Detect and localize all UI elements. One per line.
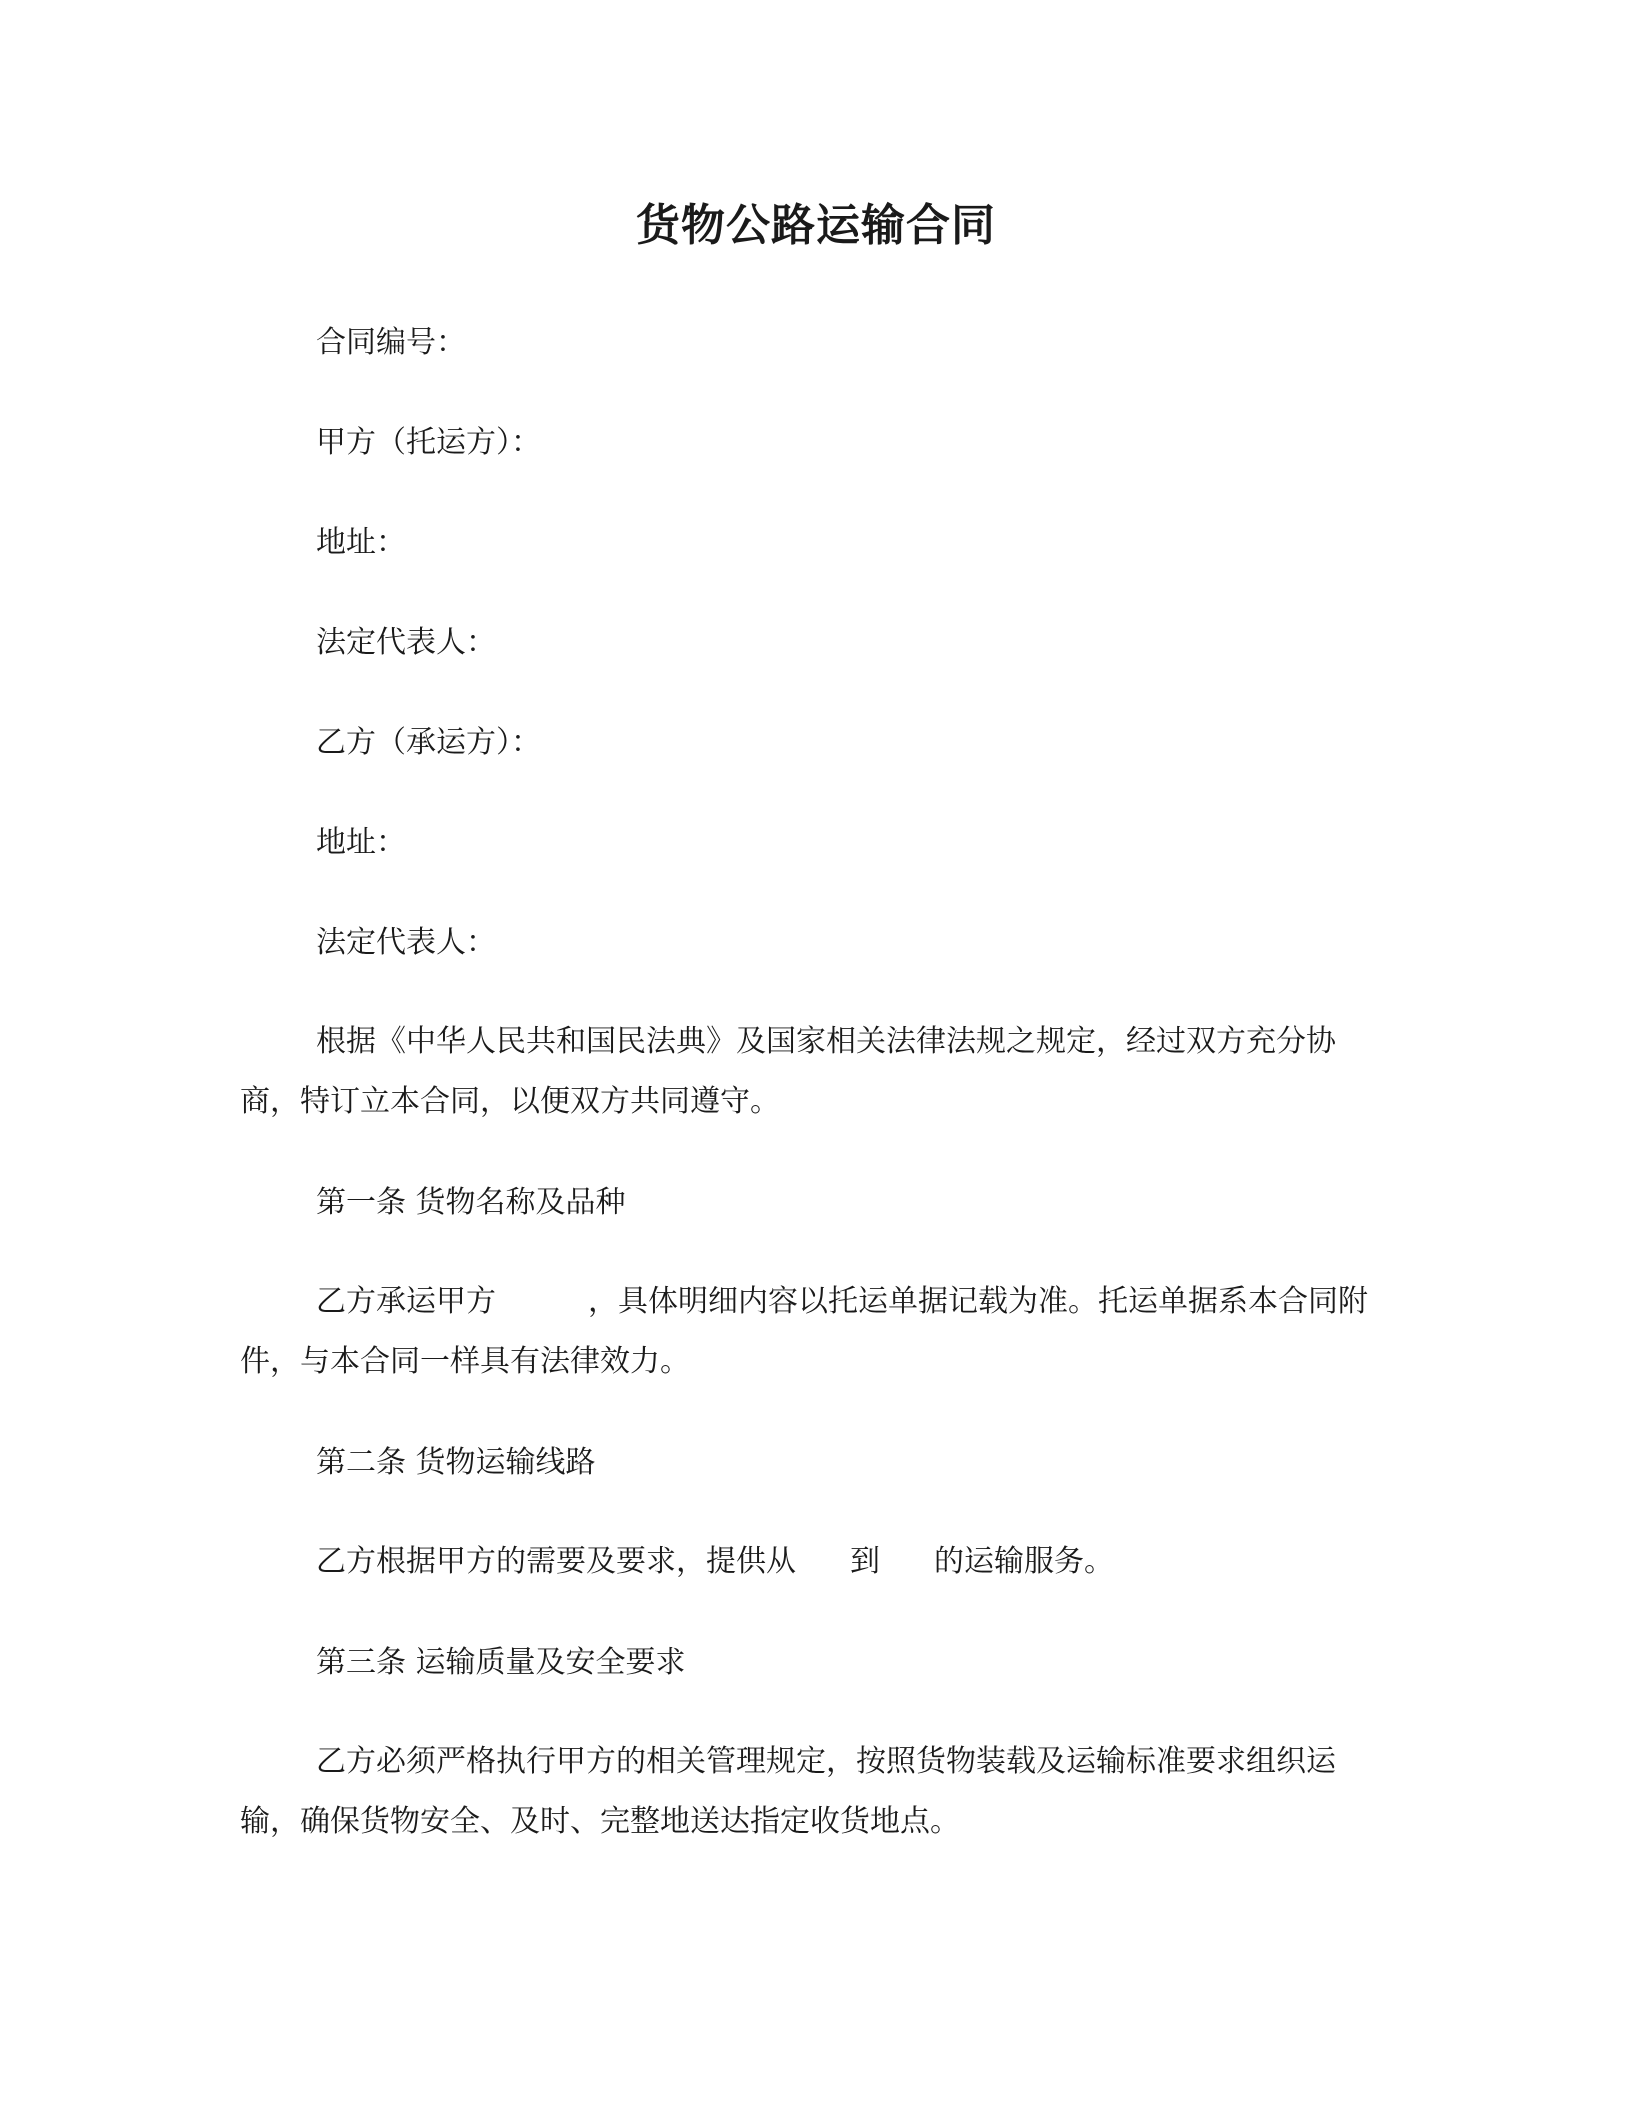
party-a-representative-label: 法定代表人： [316,625,496,660]
article-2-text-part2: 到 [850,1544,880,1579]
party-b-address-label: 地址： [316,825,406,860]
article-2-text-part3: 的运输服务。 [934,1544,1114,1579]
article-1-heading: 第一条 货物名称及品种 [316,1185,626,1220]
article-3-paragraph: 乙方必须严格执行甲方的相关管理规定，按照货物装载及运输标准要求组织运输，确保货物安全、及时、完整地送达指定收货地点。 [240,1744,1336,1839]
article-2-paragraph [240,1532,1370,1592]
article-2-heading: 第二条 货物运输线路 [316,1445,596,1480]
party-a-address-label: 地址： [316,525,406,560]
party-b-label: 乙方（承运方）： [316,725,541,760]
preamble-paragraph: 根据《中华人民共和国民法典》及国家相关法律法规之规定，经过双方充分协商，特订立本合同，以便双方共同遵守。 [240,1024,1336,1119]
party-b-representative-label: 法定代表人： [316,925,496,960]
page-title: 货物公路运输合同 [636,200,996,251]
article-2-text-part1: 乙方根据甲方的需要及要求，提供从 [316,1544,796,1579]
article-1-text-after: ，具体明细内容以托运单据记载为准。托运单据系本合同附件，与本合同一样具有法律效力。 [240,1284,1368,1379]
article-1-text-before: 乙方承运甲方 [316,1284,496,1319]
article-3-heading: 第三条 运输质量及安全要求 [316,1645,686,1680]
contract-number-label: 合同编号： [316,325,466,360]
article-1-paragraph [240,1272,1370,1392]
party-a-label: 甲方（托运方）： [316,425,541,460]
